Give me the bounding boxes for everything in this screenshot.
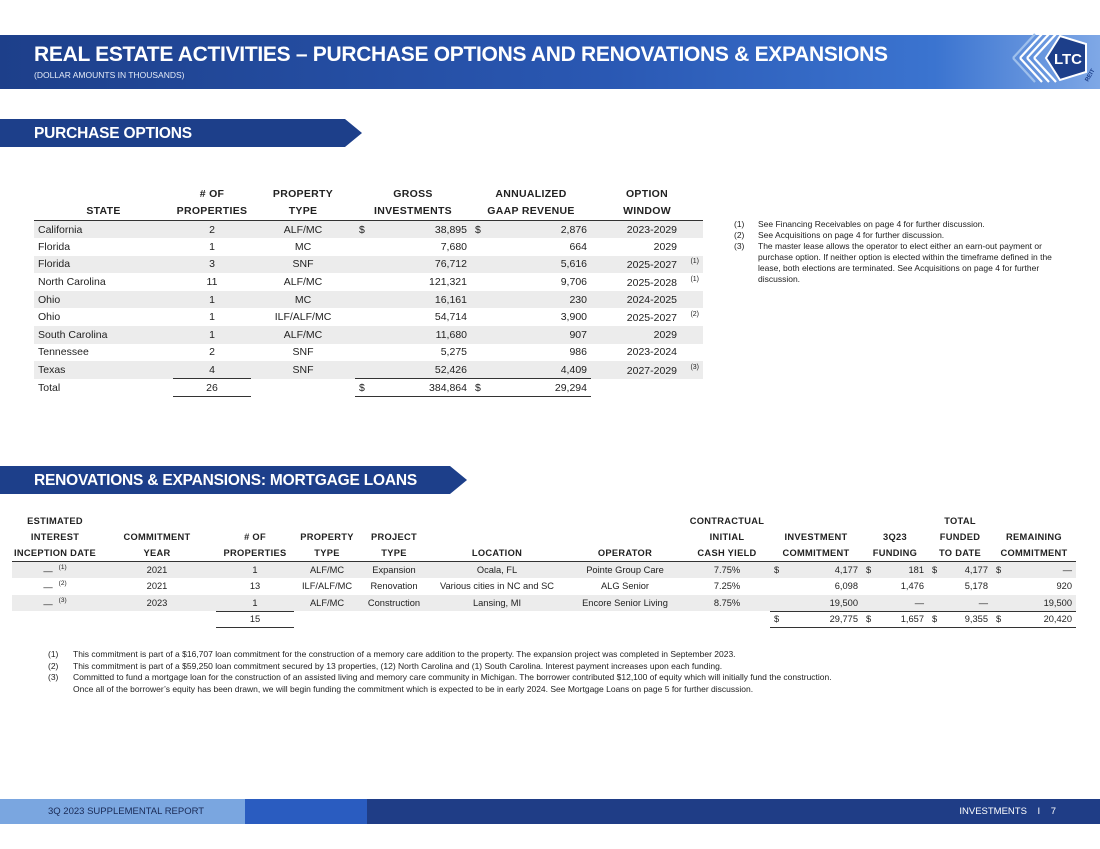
table-cell: Florida [38, 240, 71, 253]
footnote-ref: (1) [58, 564, 67, 571]
table-cell: 8.75% [684, 595, 770, 612]
option-window: 2024-2025 [626, 293, 677, 306]
table-cell: Pointe Group Care [566, 562, 684, 579]
table-cell: 1 [173, 291, 251, 309]
table-cell: ALF/MC [251, 221, 355, 239]
table-cell: 1 [173, 326, 251, 344]
table-row [34, 344, 703, 362]
amount: 11,680 [435, 328, 467, 341]
amount: — [1062, 565, 1072, 575]
col-header: OPERATOR [566, 545, 684, 562]
table-cell: Ohio [38, 311, 61, 324]
table-cell: Construction [360, 595, 428, 612]
footnote: (2) See Acquisitions on page 4 for further discussion. [734, 230, 945, 240]
option-window: 2023-2024 [626, 346, 677, 359]
currency-sign: $ [866, 614, 872, 625]
table-cell [251, 379, 355, 397]
col-header [34, 186, 173, 203]
table-cell [471, 238, 591, 256]
table-cell [862, 595, 928, 612]
amount: 52,426 [434, 363, 467, 376]
table-cell [591, 379, 703, 397]
table-cell: Encore Senior Living [566, 595, 684, 612]
col-header: INITIAL [709, 532, 745, 542]
col-header: PROPERTIES [173, 203, 251, 221]
footnote-ref: (1) [690, 257, 699, 265]
amount: 920 [1056, 581, 1072, 592]
currency-sign: $ [475, 381, 481, 394]
table-cell [360, 611, 428, 628]
table-cell: ILF/ALF/MC [301, 581, 353, 592]
table-cell [471, 308, 591, 326]
amount: 9,706 [560, 276, 587, 289]
table-cell [355, 221, 471, 239]
table-cell [928, 595, 992, 612]
amount: 4,409 [560, 363, 587, 376]
amount: 5,616 [560, 258, 587, 271]
table-cell [928, 578, 992, 595]
table-cell [12, 595, 98, 612]
table-cell: Tennessee [38, 346, 89, 359]
table-cell [355, 273, 471, 291]
page-indicator [959, 806, 1056, 817]
table-cell: 1 [209, 240, 215, 253]
table-cell [12, 611, 98, 628]
option-window: 2025-2027 [626, 258, 677, 271]
col-header: REMAINING [1006, 532, 1062, 542]
table-cell: 2023 [98, 595, 216, 612]
amount: 230 [569, 293, 587, 306]
table-cell [591, 326, 703, 344]
table-cell: MC [251, 291, 355, 309]
mortgage-loans-table [12, 513, 1076, 628]
table-cell: ALF/MC [294, 595, 360, 612]
col-header: ESTIMATED [27, 516, 83, 526]
amount: 4,177 [964, 565, 988, 575]
table-row [12, 595, 1076, 612]
footnote: (3) Committed to fund a mortgage loan for the construction of an assisted living and memory care community in Michigan. The borrower contributed $12,100 of equity which will initially fund the construction. [48, 672, 832, 682]
table-cell [355, 291, 471, 309]
footnote: (1) This commitment is part of a $16,707 loan commitment for the construction of a memory care addition to the property. The expansion project was completed in September 2023. [48, 649, 736, 659]
table-row [12, 578, 1076, 595]
col-header: YEAR [98, 545, 216, 562]
table-cell: 15 [216, 611, 294, 628]
table-row [34, 273, 703, 291]
amount: 181 [908, 565, 924, 575]
table-cell: 1 [216, 562, 294, 579]
table-cell [770, 578, 862, 595]
table-cell: 2 [209, 346, 215, 359]
table-cell: Florida [34, 256, 173, 274]
currency-sign: $ [475, 223, 481, 236]
amount: 6,098 [834, 581, 858, 592]
table-cell [471, 344, 591, 362]
col-header: LOCATION [428, 545, 566, 562]
table-cell: ALF/MC [283, 276, 323, 289]
table-cell: 26 [173, 379, 251, 397]
table-cell [355, 308, 471, 326]
table-cell [591, 361, 703, 379]
col-header: TOTAL [944, 516, 976, 526]
table-cell: Ocala, FL [428, 562, 566, 579]
col-header: ANNUALIZED [495, 188, 567, 200]
col-header: CASH YIELD [684, 545, 770, 562]
table-cell: ALF/MC [251, 326, 355, 344]
table-cell: 7.25% [713, 581, 741, 592]
table-cell [591, 238, 703, 256]
footnote-ref: (3) [690, 363, 699, 371]
amount: 907 [569, 328, 587, 341]
amount: 19,500 [829, 597, 858, 608]
page-title: REAL ESTATE ACTIVITIES – PURCHASE OPTIONS AND RENOVATIONS & EXPANSIONS [34, 43, 888, 66]
option-window: 2023-2029 [626, 223, 677, 236]
table-cell [591, 256, 703, 274]
col-header: 3Q23 [883, 532, 907, 542]
table-cell [566, 611, 684, 628]
table-cell: 7.75% [684, 562, 770, 579]
table-cell [12, 562, 98, 579]
table-cell [355, 361, 471, 379]
col-header: PROPERTY [272, 188, 334, 200]
amount: 7,680 [440, 240, 467, 253]
table-cell [862, 562, 928, 579]
table-cell: Ohio [34, 291, 173, 309]
table-cell [471, 326, 591, 344]
table-cell [355, 344, 471, 362]
footnote: (2) This commitment is part of a $59,250 loan commitment secured by 13 properties, (12) North Carolina and (1) South Carolina. Interest payment increases upon each funding. [48, 660, 723, 671]
mortgage-loans-title: RENOVATIONS & EXPANSIONS: MORTGAGE LOANS [34, 472, 417, 489]
col-header: FUNDED [939, 532, 981, 542]
table-cell [355, 326, 471, 344]
table-cell: SNF [292, 346, 314, 359]
currency-sign: $ [932, 614, 938, 625]
table-cell: SNF [251, 361, 355, 379]
page-number: 7 [1050, 806, 1056, 817]
amount: 5,178 [964, 581, 988, 592]
table-cell: North Carolina [38, 276, 106, 289]
table-cell [591, 273, 703, 291]
page-subtitle: (DOLLAR AMOUNTS IN THOUSANDS) [34, 70, 185, 80]
amount: 5,275 [440, 346, 467, 359]
total-row [12, 611, 1076, 628]
currency-sign: $ [996, 614, 1002, 625]
table-cell [684, 611, 770, 628]
footnote: Once all of the borrower’s equity has been drawn, we will begin funding the commitment which is expected to be in early 2024. See Mortgage Loans on page 5 for further discussion. [73, 683, 754, 694]
purchase-options-table [34, 186, 703, 397]
col-header: PROPERTIES [216, 545, 294, 562]
col-header: INVESTMENTS [355, 203, 471, 221]
table-cell: 1 [216, 595, 294, 612]
table-cell: MC [294, 240, 312, 253]
table-cell: South Carolina [34, 326, 173, 344]
amount: 9,355 [964, 614, 988, 625]
option-window: 2029 [653, 328, 677, 341]
mortgage-loans-notes [48, 649, 1068, 695]
col-header: INVESTMENT [784, 532, 848, 542]
col-header: CONTRACTUAL [689, 516, 765, 526]
amount: 76,712 [434, 258, 467, 271]
table-cell [928, 562, 992, 579]
col-header: INCEPTION DATE [12, 545, 98, 562]
table-cell: 1 [209, 311, 215, 324]
amount: — [914, 597, 924, 608]
footnote: (1) See Financing Receivables on page 4 for further discussion. [734, 219, 985, 229]
table-cell [355, 379, 471, 397]
col-header: PROJECT [370, 532, 417, 542]
table-cell: ALF/MC [294, 562, 360, 579]
amount: 20,420 [1043, 614, 1072, 625]
footer-separator: I [1037, 806, 1041, 817]
table-cell: Lansing, MI [428, 595, 566, 612]
table-row [34, 291, 703, 309]
table-cell [428, 611, 566, 628]
table-cell: Various cities in NC and SC [439, 581, 555, 592]
col-header: TO DATE [928, 545, 992, 562]
option-window: 2029 [653, 240, 677, 253]
amount: 1,657 [900, 614, 924, 625]
table-cell [928, 611, 992, 628]
footnote-ref: (1) [690, 275, 699, 283]
purchase-options-notes [734, 219, 1054, 285]
table-cell: 2 [173, 221, 251, 239]
footnote-ref: (2) [690, 310, 699, 318]
table-cell: 2021 [146, 581, 168, 592]
table-cell [471, 273, 591, 291]
table-cell: 3 [173, 256, 251, 274]
logo-text: LTC [1053, 51, 1083, 68]
table-cell [770, 562, 862, 579]
table-row [34, 361, 703, 379]
table-cell [992, 595, 1076, 612]
amount: 384,864 [429, 381, 467, 394]
col-header: # OF [199, 188, 225, 200]
table-cell [591, 291, 703, 309]
table-cell: ILF/ALF/MC [274, 311, 332, 324]
table-cell: 4 [173, 361, 251, 379]
currency-sign: $ [359, 381, 365, 394]
table-cell [770, 595, 862, 612]
inception-date: — [43, 582, 53, 593]
table-cell [591, 221, 703, 239]
table-cell: 11 [206, 276, 218, 289]
col-header: TYPE [294, 545, 360, 562]
col-header: TYPE [360, 545, 428, 562]
footnote: (3) The master lease allows the operator to elect either an earn-out payment or purchase option. If neither option is elected within the timeframe defined in the lease, both elections are terminated. See Acquisitions on page 4 for further discussion. [734, 241, 1052, 284]
table-cell [12, 578, 98, 595]
currency-sign: $ [359, 223, 365, 236]
total-row [34, 379, 703, 397]
table-cell: 2021 [98, 562, 216, 579]
amount: 38,895 [434, 223, 467, 236]
col-header: # OF [244, 532, 266, 542]
table-cell [471, 379, 591, 397]
table-cell [770, 611, 862, 628]
currency-sign: $ [996, 565, 1002, 575]
option-window: 2027-2029 [626, 364, 677, 377]
table-cell: Total [38, 381, 61, 394]
table-cell [471, 361, 591, 379]
table-cell: Expansion [360, 562, 428, 579]
table-cell [355, 256, 471, 274]
table-cell [294, 611, 360, 628]
table-row [34, 308, 703, 326]
table-cell: SNF [251, 256, 355, 274]
table-cell [471, 256, 591, 274]
table-cell: ALG Senior [600, 581, 650, 592]
table-row [34, 326, 703, 344]
table-cell [992, 562, 1076, 579]
table-cell: Renovation [370, 581, 418, 592]
col-header: OPTION [625, 188, 669, 200]
table-row [34, 221, 703, 239]
table-row [34, 238, 703, 256]
table-cell [471, 291, 591, 309]
col-header: TYPE [251, 203, 355, 221]
col-header: GAAP REVENUE [471, 203, 591, 221]
amount: 4,177 [834, 565, 858, 575]
col-header: COMMITMENT [992, 545, 1076, 562]
amount: 2,876 [560, 223, 587, 236]
currency-sign: $ [774, 565, 780, 575]
col-header: COMMITMENT [770, 545, 862, 562]
col-header: WINDOW [591, 203, 703, 221]
inception-date: — [43, 598, 53, 609]
page-footer [0, 799, 1100, 824]
currency-sign: $ [932, 565, 938, 575]
amount: 29,775 [829, 614, 858, 625]
report-name: 3Q 2023 SUPPLEMENTAL REPORT [48, 806, 205, 817]
col-header: PROPERTY [300, 532, 354, 542]
amount: 29,294 [554, 381, 587, 394]
table-row [34, 256, 703, 274]
footer-section: INVESTMENTS [959, 806, 1027, 817]
footnote-ref: (2) [58, 580, 67, 588]
amount: 16,161 [434, 293, 467, 306]
amount: 1,476 [900, 581, 924, 592]
amount: 3,900 [560, 311, 587, 324]
col-header: INTEREST [30, 532, 80, 542]
table-cell [98, 611, 216, 628]
table-cell [471, 221, 591, 239]
table-row [12, 562, 1076, 579]
currency-sign: $ [866, 565, 872, 575]
table-cell: California [34, 221, 173, 239]
ltc-logo [990, 22, 1100, 94]
amount: 986 [569, 346, 587, 359]
purchase-options-title: PURCHASE OPTIONS [34, 125, 192, 142]
table-cell [591, 308, 703, 326]
table-cell [355, 238, 471, 256]
col-header: FUNDING [862, 545, 928, 562]
amount: 664 [569, 240, 587, 253]
table-cell [862, 611, 928, 628]
col-header: STATE [34, 203, 173, 221]
inception-date: — [43, 566, 53, 576]
table-cell [591, 344, 703, 362]
col-header: COMMITMENT [123, 532, 191, 542]
logo-subtext: REIT [1084, 68, 1097, 83]
amount: — [978, 597, 988, 608]
amount: 121,321 [429, 276, 467, 289]
table-cell [992, 578, 1076, 595]
amount: 54,714 [434, 311, 467, 324]
table-cell [992, 611, 1076, 628]
table-cell: Texas [34, 361, 173, 379]
option-window: 2025-2028 [626, 276, 677, 289]
mortgage-loans-banner [0, 466, 470, 494]
amount: 19,500 [1043, 597, 1072, 608]
purchase-options-banner [0, 119, 365, 147]
footnote-ref: (3) [58, 596, 67, 604]
option-window: 2025-2027 [626, 311, 677, 324]
table-cell [862, 578, 928, 595]
table-cell: 13 [249, 581, 261, 592]
page-header [0, 35, 1100, 89]
currency-sign: $ [774, 614, 780, 625]
col-header: GROSS [393, 188, 433, 200]
